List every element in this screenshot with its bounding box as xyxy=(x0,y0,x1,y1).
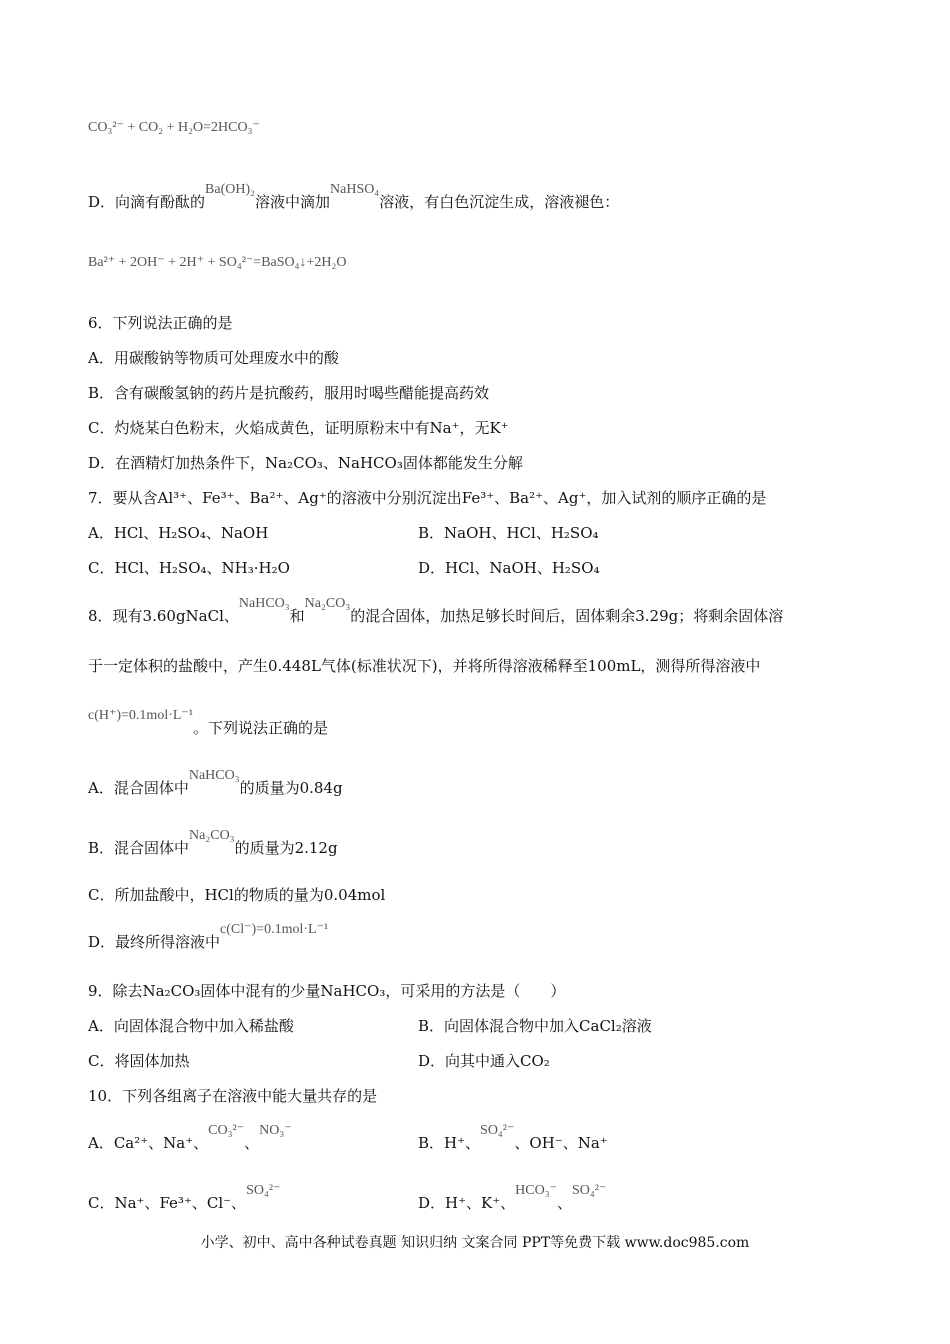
equation-barium: Ba²⁺ + 2OH⁻ + 2H⁺ + SO₄²⁻=BaSO₄↓+2H₂O xyxy=(88,255,347,270)
formula: NO₃⁻ xyxy=(259,1123,292,1138)
formula: NaHCO₃ xyxy=(238,596,290,611)
question-7: 7．要从含Al³⁺、Fe³⁺、Ba²⁺、Ag⁺的溶液中分别沉淀出Fe³⁺、Ba²⁺、Ag⁺，加入试剂的顺序正确的是 xyxy=(88,489,767,507)
option-6b: B．含有碳酸氢钠的药片是抗酸药，服用时喝些醋能提高药效 xyxy=(88,384,490,402)
question-6: 6．下列说法正确的是 xyxy=(88,314,233,332)
text: B．混合固体中 xyxy=(88,839,190,857)
formula: SO₄²⁻ xyxy=(246,1183,281,1198)
option-9d: D．向其中通入CO₂ xyxy=(418,1052,550,1070)
option-8c: C．所加盐酸中，HCl的物质的量为0.04mol xyxy=(88,886,386,904)
text: 的混合固体，加热足够长时间后，固体剩余3.29g；将剩余固体溶 xyxy=(350,607,784,625)
option-7a: A．HCl、H₂SO₄、NaOH xyxy=(88,524,269,542)
option-8b xyxy=(88,828,338,860)
formula: SO₄²⁻ xyxy=(572,1183,607,1198)
formula: HCO₃⁻ xyxy=(515,1183,557,1198)
text: 、OH⁻、Na⁺ xyxy=(514,1134,608,1152)
option-5d xyxy=(88,182,620,214)
option-8d xyxy=(88,922,329,954)
text: 的质量为0.84g xyxy=(239,779,343,797)
text: D．H⁺、K⁺、 xyxy=(418,1194,516,1212)
text: D．向滴有酚酞的 xyxy=(88,193,206,211)
page-footer: 小学、初中、高中各种试卷真题 知识归纳 文案合同 PPT等免费下载 www.doc985.com xyxy=(200,1235,750,1251)
formula: Ba(OH)₂ xyxy=(205,182,256,197)
option-10d xyxy=(418,1183,607,1215)
text: 、 xyxy=(244,1134,260,1152)
text: 。下列说法正确的是 xyxy=(193,719,329,737)
option-6c: C．灼烧某白色粉末，火焰成黄色，证明原粉末中有Na⁺，无K⁺ xyxy=(88,419,509,437)
option-8a xyxy=(88,768,343,800)
text: 和 xyxy=(289,607,305,625)
formula: c(Cl⁻)=0.1mol·L⁻¹ xyxy=(220,922,329,937)
option-10b xyxy=(418,1123,608,1155)
option-6d: D．在酒精灯加热条件下，Na₂CO₃、NaHCO₃固体都能发生分解 xyxy=(88,454,523,472)
text: B．H⁺、 xyxy=(418,1134,481,1152)
formula: Na₂CO₃ xyxy=(189,828,235,843)
formula: Na₂CO₃ xyxy=(304,596,351,611)
text: A．Ca²⁺、Na⁺、 xyxy=(88,1134,209,1152)
question-8 xyxy=(88,596,784,628)
option-7b: B．NaOH、HCl、H₂SO₄ xyxy=(418,524,599,542)
option-6a: A．用碳酸钠等物质可处理废水中的酸 xyxy=(88,349,339,367)
option-9c: C．将固体加热 xyxy=(88,1052,190,1070)
formula: NaHCO₃ xyxy=(188,768,240,783)
option-9b: B．向固体混合物中加入CaCl₂溶液 xyxy=(418,1017,652,1035)
formula: c(H⁺)=0.1mol·L⁻¹ xyxy=(88,708,194,723)
text: 、 xyxy=(557,1194,573,1212)
option-10a xyxy=(88,1123,292,1155)
question-9: 9．除去Na₂CO₃固体中混有的少量NaHCO₃，可采用的方法是（ ） xyxy=(88,982,566,1000)
option-9a: A．向固体混合物中加入稀盐酸 xyxy=(88,1017,294,1035)
formula: CO₃²⁻ xyxy=(208,1123,245,1138)
text: C．Na⁺、Fe³⁺、Cl⁻、 xyxy=(88,1194,247,1212)
option-10c xyxy=(88,1183,281,1215)
option-7d: D．HCl、NaOH、H₂SO₄ xyxy=(418,559,600,577)
formula: NaHSO₄ xyxy=(330,182,380,197)
equation-carbonate: CO₃²⁻ + CO₂ + H₂O=2HCO₃⁻ xyxy=(88,120,260,135)
text: D．最终所得溶液中 xyxy=(88,933,221,951)
text: A．混合固体中 xyxy=(88,779,189,797)
text: 溶液中滴加 xyxy=(255,193,331,211)
text: 的质量为2.12g xyxy=(234,839,338,857)
text: 溶液，有白色沉淀生成，溶液褪色： xyxy=(379,193,620,211)
formula: SO₄²⁻ xyxy=(480,1123,515,1138)
question-8-cont: 于一定体积的盐酸中，产生0.448L气体(标准状况下)，并将所得溶液稀释至100mL，测得所得溶液中 xyxy=(88,657,761,675)
text: 8．现有3.60gNaCl、 xyxy=(88,607,239,625)
question-10: 10．下列各组离子在溶液中能大量共存的是 xyxy=(88,1087,378,1105)
option-7c: C．HCl、H₂SO₄、NH₃·H₂O xyxy=(88,559,290,577)
question-8-end xyxy=(88,708,329,740)
